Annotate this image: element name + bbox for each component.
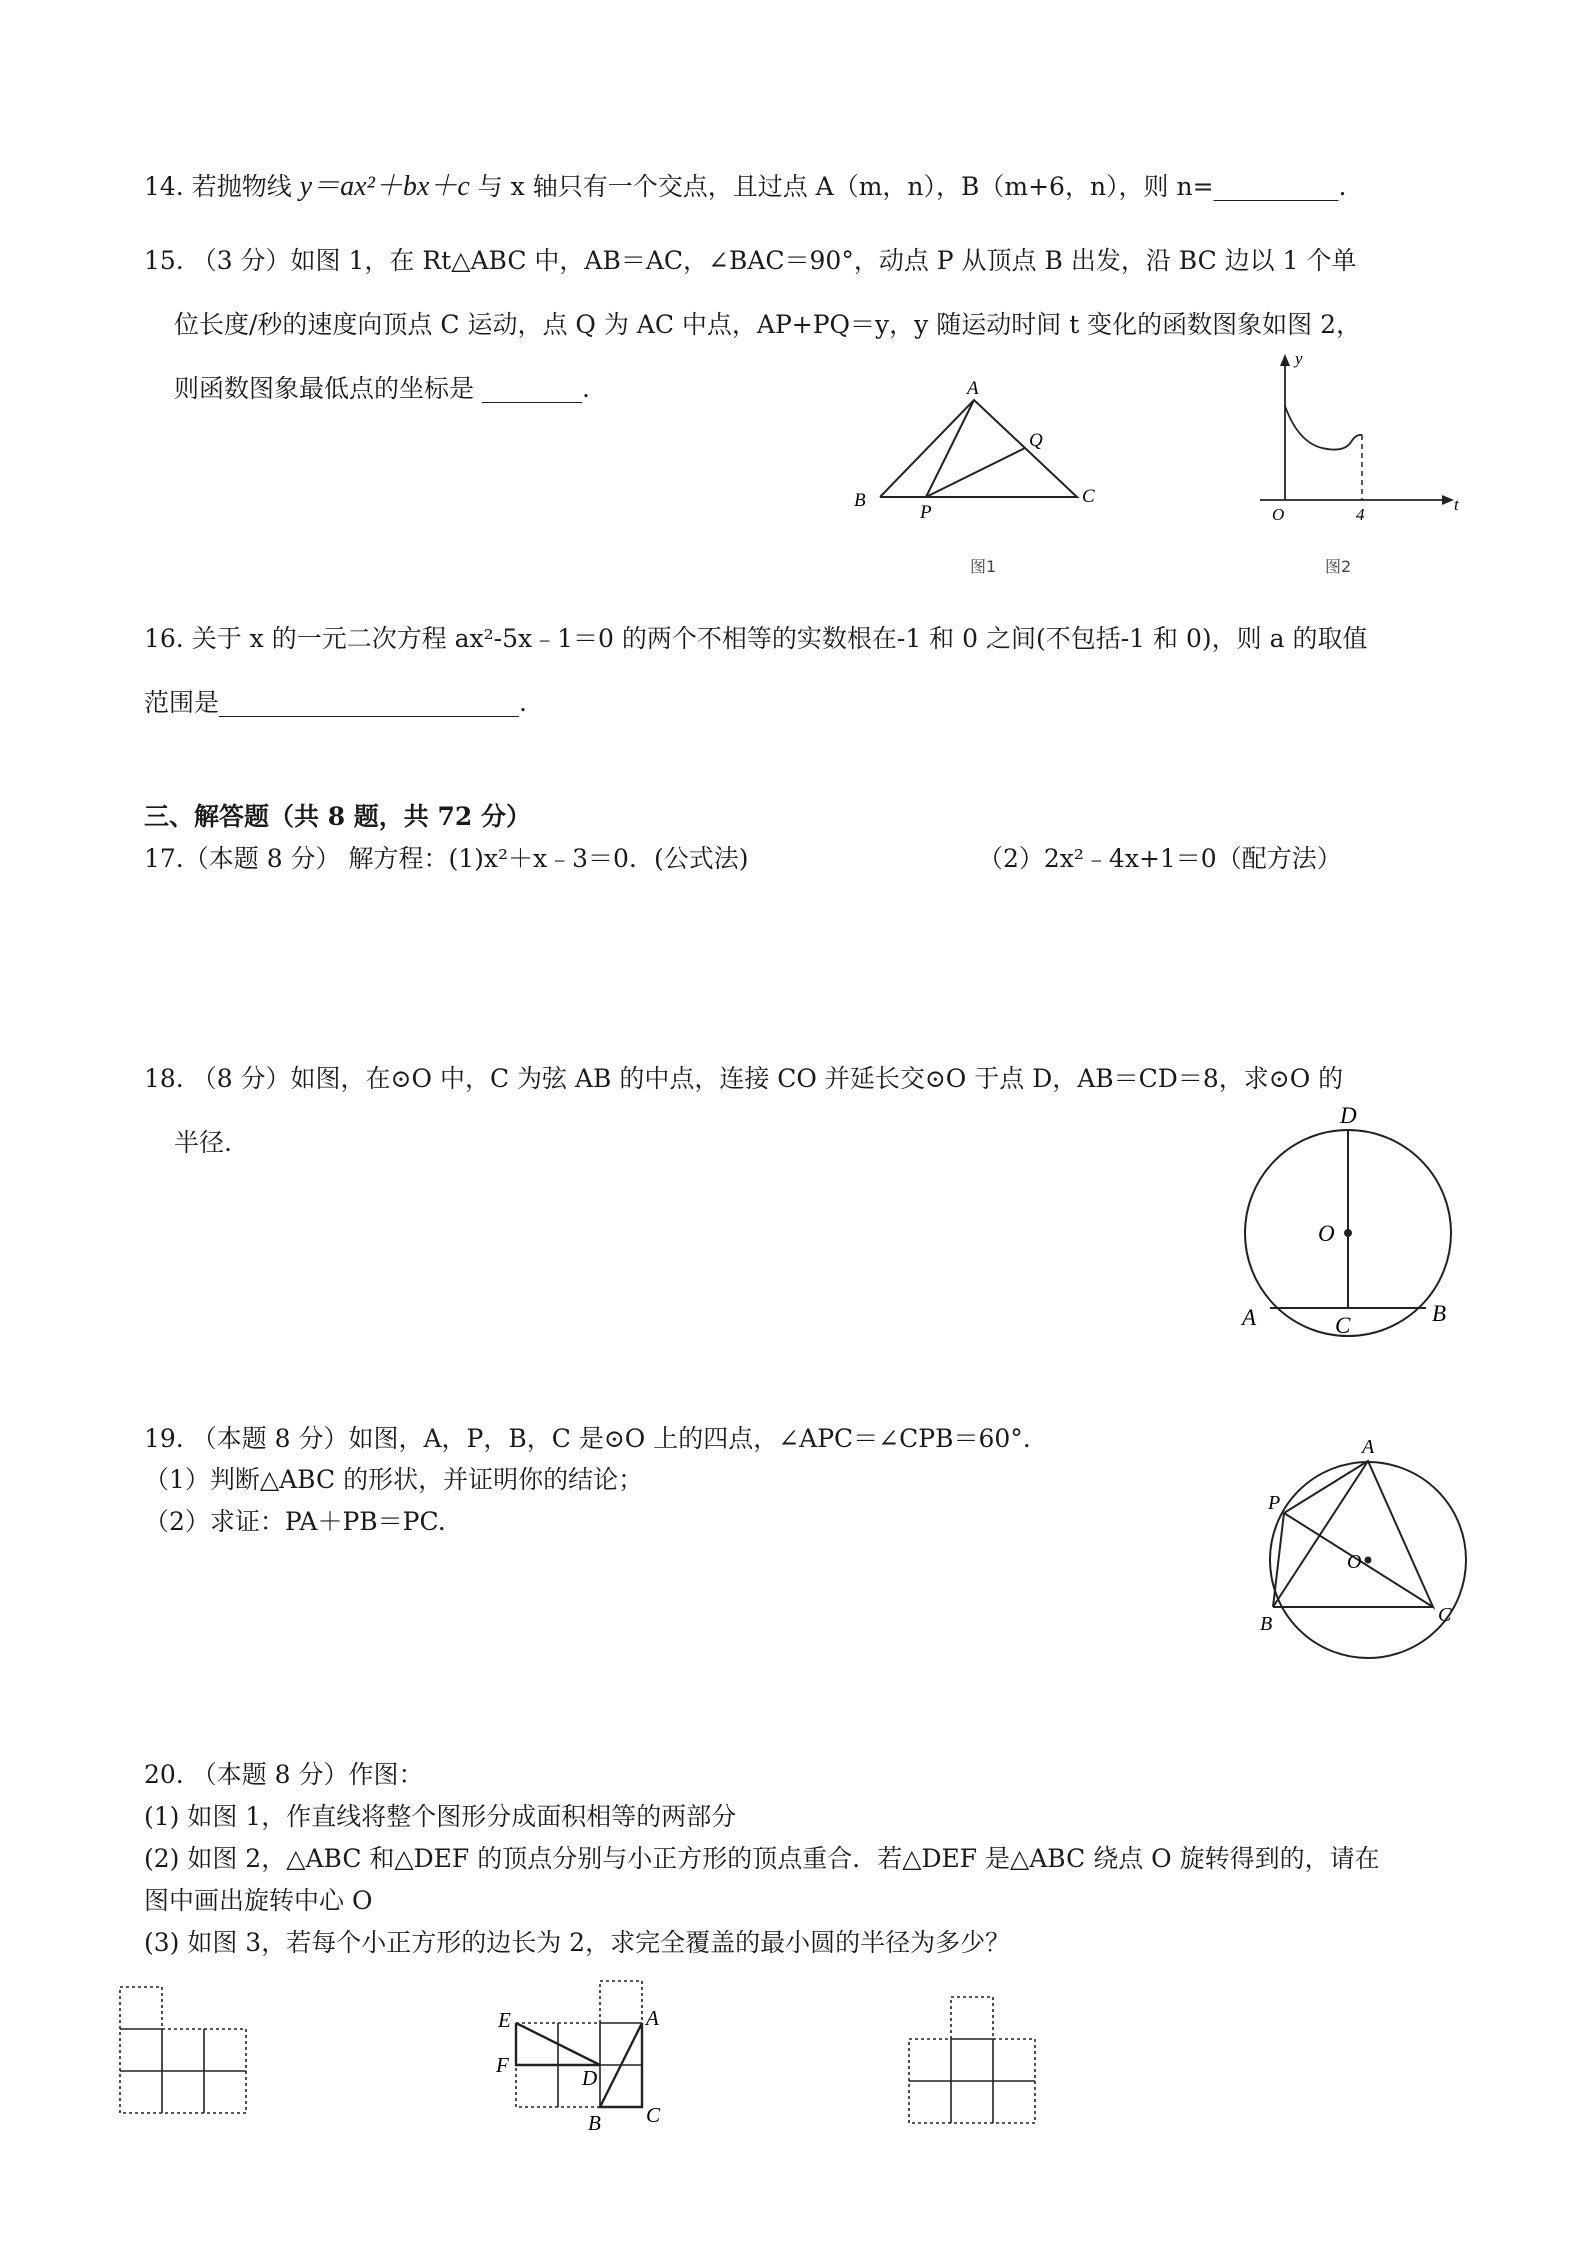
q14-line bbox=[144, 170, 1347, 204]
q16-line2: 范围是________________________. bbox=[144, 688, 527, 717]
q15-line2: 位长度/秒的速度向顶点 C 运动，点 Q 为 AC 中点，AP+PQ＝y，y 随运动时间 t 变化的函数图象如图 2， bbox=[174, 310, 1362, 339]
q19-line2: （1）判断△ABC 的形状，并证明你的结论； bbox=[144, 1465, 644, 1494]
q17-part2: （2）2x²﹣4x+1＝0（配方法） bbox=[978, 844, 1342, 873]
q19-label-p: P bbox=[1268, 1492, 1281, 1514]
q15-fig2-label-t: t bbox=[1454, 495, 1459, 514]
q18-figure-circle bbox=[1230, 1105, 1470, 1345]
q18-label-a: A bbox=[1242, 1305, 1257, 1330]
q15-fig1-label-a: A bbox=[967, 378, 979, 399]
q15-figure1-triangle bbox=[850, 380, 1150, 530]
q19-line1: 19. （本题 8 分）如图，A，P，B，C 是⊙O 上的四点，∠APC＝∠CPB＝60°. bbox=[144, 1424, 1031, 1453]
q15-fig2-label-o: O bbox=[1272, 505, 1285, 524]
q20-fig2-label-f: F bbox=[496, 2053, 509, 2077]
q15-fig2-caption: 图2 bbox=[1325, 557, 1352, 576]
q20-figure2-grid bbox=[480, 1975, 660, 2145]
q15-fig1-caption: 图1 bbox=[970, 557, 997, 576]
q15-fig2-label-y: y bbox=[1295, 349, 1303, 368]
q20-line1: 20. （本题 8 分）作图： bbox=[144, 1760, 424, 1789]
q15-fig1-label-q: Q bbox=[1029, 430, 1043, 451]
q20-fig2-label-b: B bbox=[588, 2111, 601, 2135]
q18-label-d: D bbox=[1340, 1103, 1357, 1128]
q14-prefix: 14. 若抛物线 bbox=[144, 172, 300, 201]
q19-line3: （2）求证：PA＋PB＝PC. bbox=[144, 1507, 446, 1536]
q15-fig2-label-4: 4 bbox=[1356, 505, 1365, 524]
q19-label-b: B bbox=[1260, 1613, 1273, 1635]
q20-fig2-label-d: D bbox=[582, 2066, 598, 2090]
q14-formula: y＝ax²＋bx＋c bbox=[299, 171, 470, 202]
q18-label-c: C bbox=[1335, 1313, 1351, 1338]
q20-fig2-label-a: A bbox=[646, 2006, 659, 2030]
q19-label-o: O bbox=[1347, 1551, 1362, 1573]
q20-fig2-label-e: E bbox=[498, 2008, 511, 2032]
q19-label-a: A bbox=[1362, 1436, 1375, 1458]
q20-figure1-grid bbox=[118, 1985, 278, 2135]
q20-figure3-grid bbox=[905, 1995, 1055, 2155]
q15-fig1-label-b: B bbox=[854, 490, 866, 511]
q18-line2: 半径. bbox=[174, 1128, 232, 1157]
q19-label-c: C bbox=[1438, 1604, 1452, 1626]
q17-part1: 17.（本题 8 分） 解方程：(1)x²＋x﹣3＝0．(公式法) bbox=[144, 844, 749, 873]
q20-line3: (2) 如图 2，△ABC 和△DEF 的顶点分别与小正方形的顶点重合．若△DEF 是△ABC 绕点 O 旋转得到的，请在 bbox=[144, 1844, 1380, 1873]
q19-figure-circle bbox=[1250, 1425, 1490, 1665]
q18-label-b: B bbox=[1432, 1301, 1447, 1326]
q18-line1: 18. （8 分）如图，在⊙O 中，C 为弦 AB 的中点，连接 CO 并延长交⊙O 于点 D，AB＝CD＝8，求⊙O 的 bbox=[144, 1064, 1344, 1093]
q16-line1: 16. 关于 x 的一元二次方程 ax²-5x﹣1＝0 的两个不相等的实数根在-1 和 0 之间(不包括-1 和 0)，则 a 的取值 bbox=[144, 624, 1368, 653]
section3-heading: 三、解答题（共 8 题，共 72 分） bbox=[144, 802, 532, 831]
q20-line2: (1) 如图 1，作直线将整个图形分成面积相等的两部分 bbox=[144, 1802, 737, 1831]
q20-line5: (3) 如图 3，若每个小正方形的边长为 2，求完全覆盖的最小圆的半径为多少？ bbox=[144, 1928, 1011, 1957]
q15-figure2-graph bbox=[1240, 349, 1460, 524]
q14-text: 与 x 轴只有一个交点，且过点 A（m，n），B（m+6，n），则 n=__________. bbox=[469, 172, 1347, 201]
q20-fig2-label-c: C bbox=[646, 2103, 661, 2127]
q20-line4: 图中画出旋转中心 O bbox=[144, 1886, 373, 1915]
q18-label-o: O bbox=[1318, 1221, 1335, 1246]
q15-line1: 15. （3 分）如图 1，在 Rt△ABC 中，AB＝AC，∠BAC＝90°，动点 P 从顶点 B 出发，沿 BC 边以 1 个单 bbox=[144, 246, 1357, 275]
q15-fig1-label-p: P bbox=[920, 502, 932, 523]
q15-line3: 则函数图象最低点的坐标是 ________. bbox=[174, 374, 590, 403]
q15-fig1-label-c: C bbox=[1082, 486, 1095, 507]
